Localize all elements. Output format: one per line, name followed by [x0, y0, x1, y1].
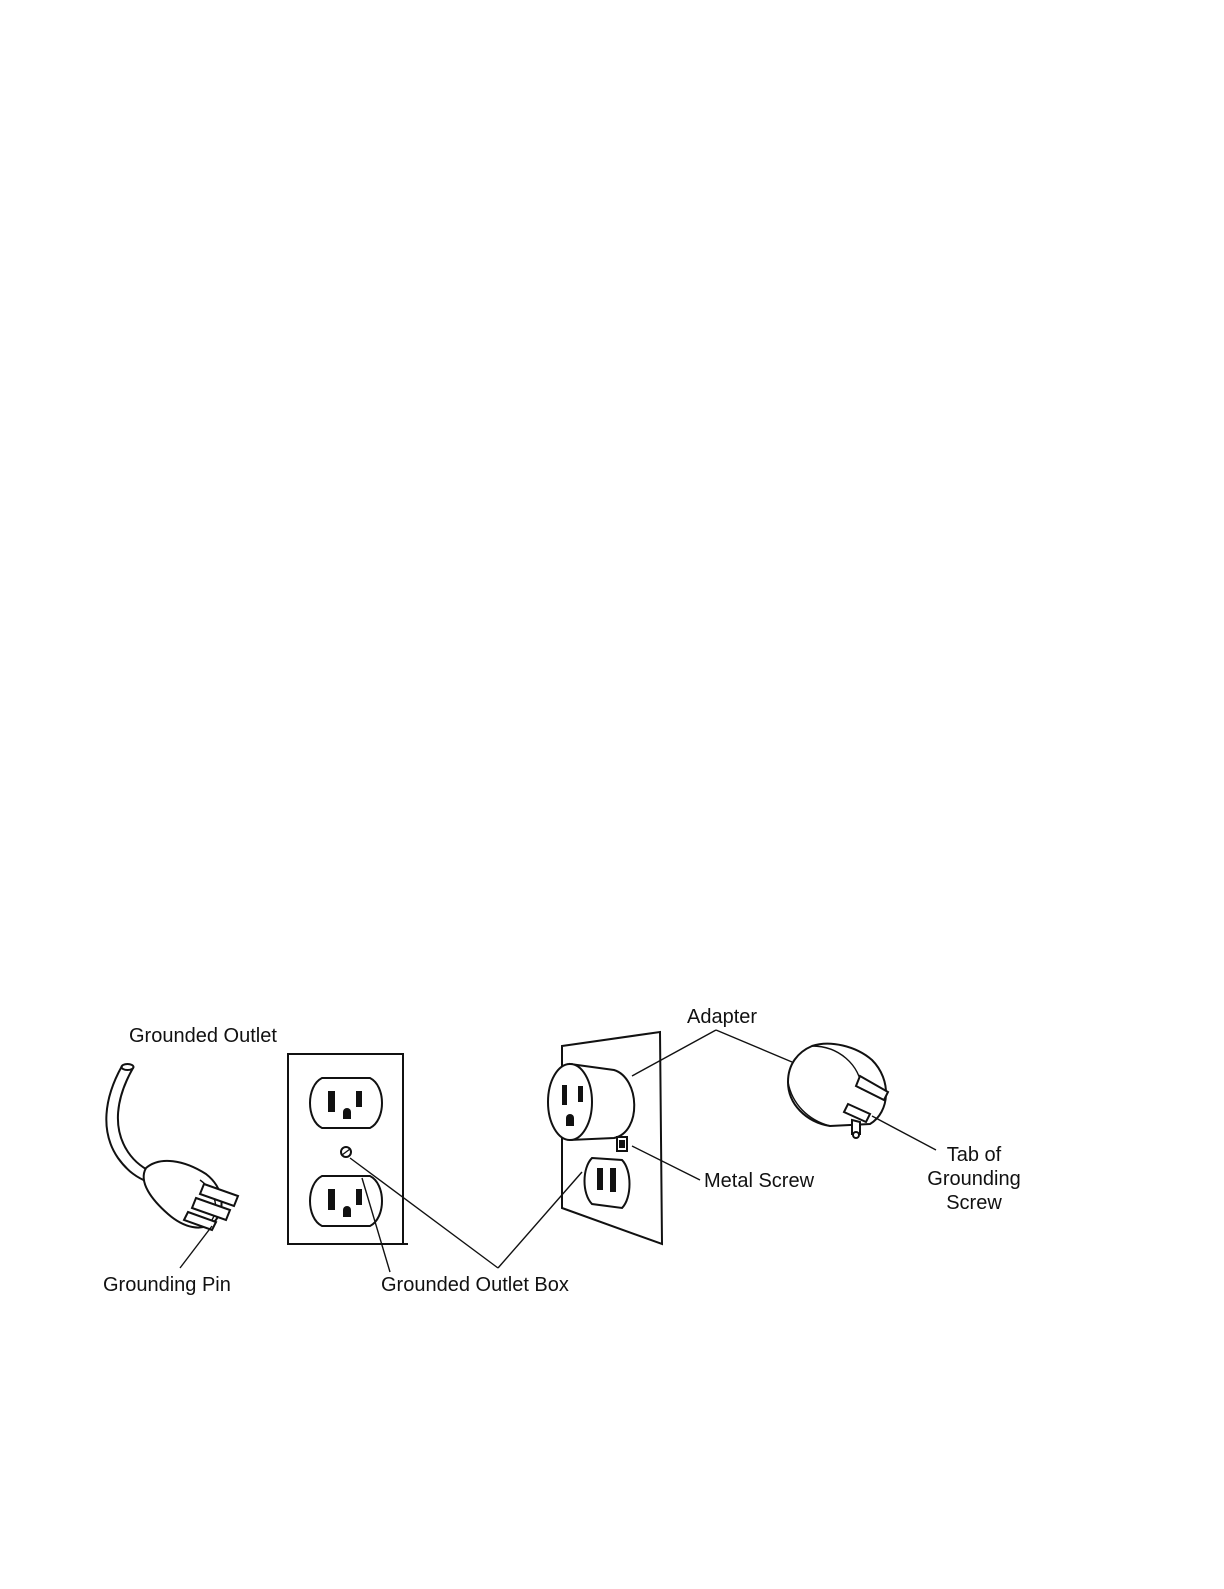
grounded-outlet-box-leader-3: [498, 1172, 582, 1268]
grounding-pin-leader: [180, 1226, 212, 1268]
adapter-plug-icon: [548, 1032, 662, 1244]
loose-adapter-icon: [788, 1044, 888, 1138]
label-tab-line-3: Screw: [946, 1192, 1002, 1214]
duplex-outlet-icon: [288, 1054, 408, 1244]
metal-screw-leader: [632, 1146, 700, 1180]
label-grounded-outlet: Grounded Outlet: [129, 1025, 277, 1047]
label-adapter: Adapter: [687, 1006, 758, 1028]
label-tab-line-2: Grounding: [927, 1168, 1021, 1190]
adapter-leader-left: [632, 1030, 716, 1076]
label-grounded-outlet-box: Grounded Outlet Box: [381, 1274, 569, 1296]
three-prong-plug-icon: [106, 1064, 238, 1230]
adapter-leader-right: [716, 1030, 792, 1062]
label-metal-screw: Metal Screw: [704, 1170, 815, 1192]
label-grounding-pin: Grounding Pin: [103, 1274, 231, 1296]
label-tab-line-1: Tab of: [946, 1144, 1002, 1166]
label-tab-of-grounding-screw: [914, 1143, 1034, 1215]
